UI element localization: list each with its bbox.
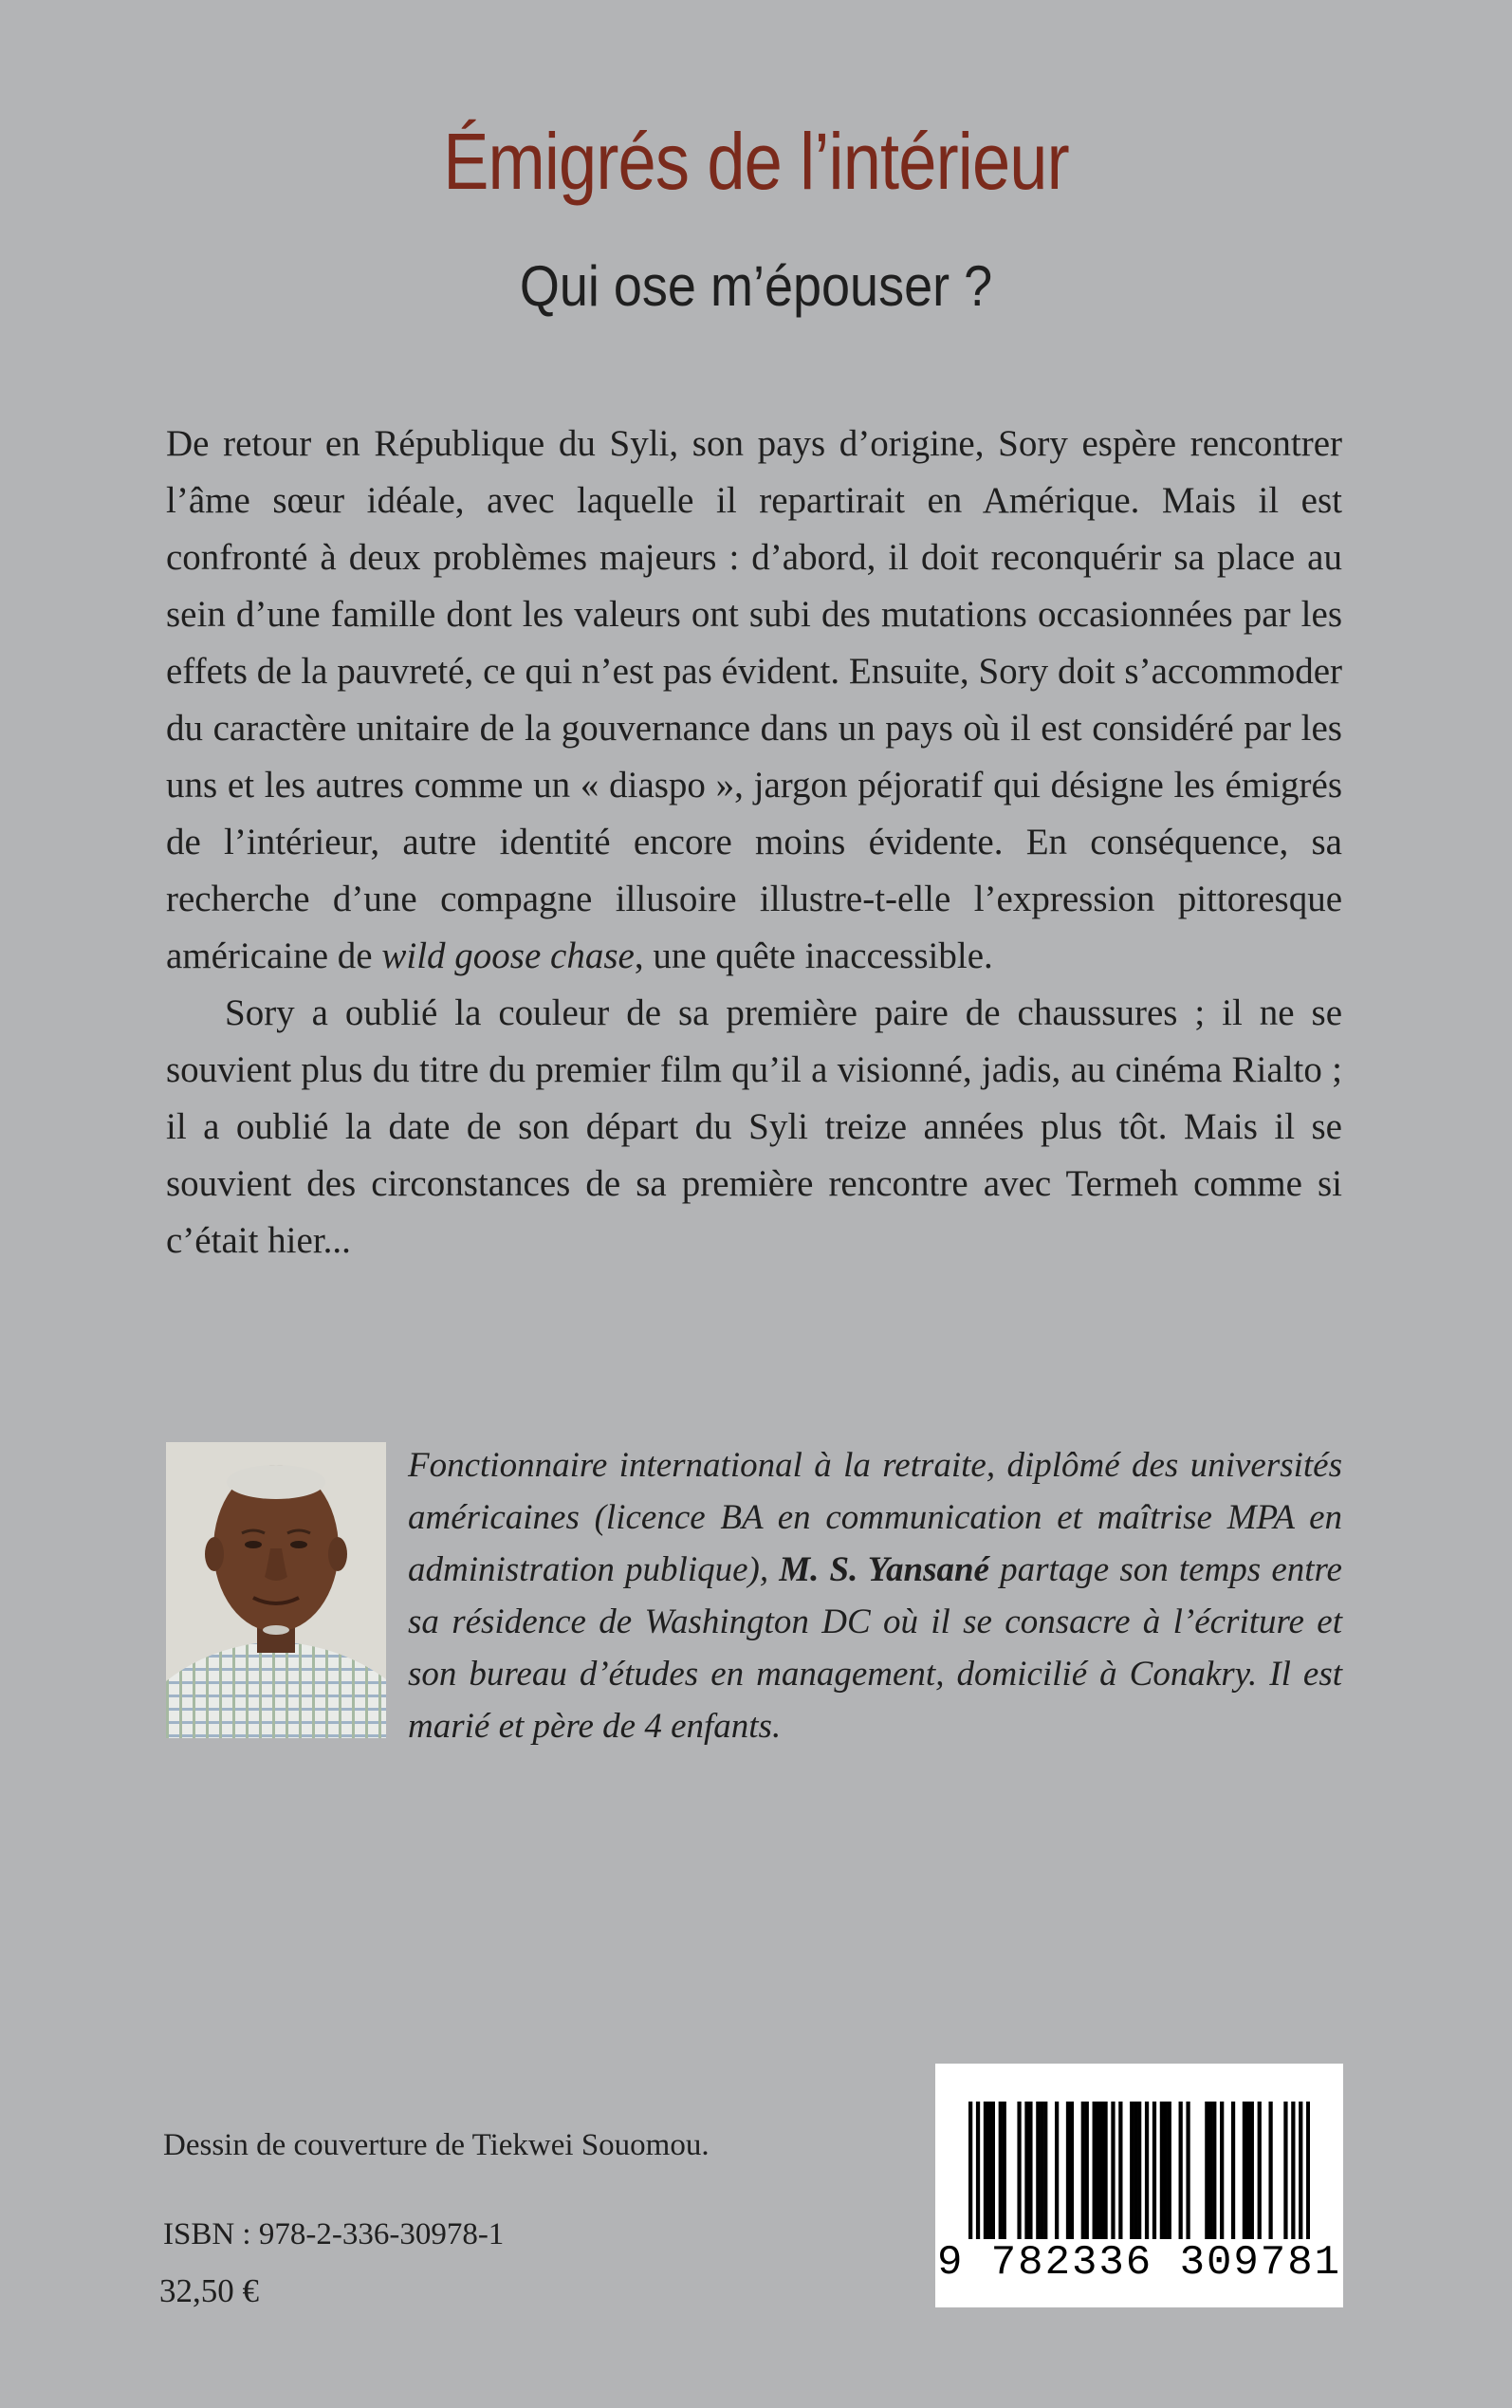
- author-photo: [166, 1442, 386, 1738]
- author-bio-text: Fonctionnaire international à la retraite, diplômé des universités américaines (licence BA en communication et maîtrise MPA en administration publique),: [408, 1446, 1342, 1589]
- author-bio-text-end: partage son temps entre sa résidence de Washington DC où il se consacre à l’écriture et son bureau d’études en management, domicilié à Conakry. Il est marié et père de 4 enfants.: [408, 1550, 1342, 1746]
- barcode-bar: [1243, 2102, 1246, 2239]
- barcode-bar: [1168, 2102, 1171, 2239]
- barcode-bar: [1258, 2102, 1262, 2239]
- barcode: [935, 2064, 1343, 2307]
- barcode-bar: [1036, 2102, 1040, 2239]
- barcode-bar: [1118, 2102, 1122, 2239]
- barcode-bar: [1152, 2102, 1156, 2239]
- barcode-bar: [1003, 2102, 1006, 2239]
- barcode-bar: [1137, 2102, 1141, 2239]
- barcode-bars: [968, 2102, 1310, 2239]
- price: 32,50 €: [159, 2272, 259, 2309]
- barcode-bar: [1205, 2102, 1208, 2239]
- barcode-bar: [968, 2102, 972, 2239]
- barcode-bar: [1099, 2102, 1103, 2239]
- barcode-bar: [1028, 2102, 1032, 2239]
- barcode-bar: [1103, 2102, 1107, 2239]
- book-title: Émigrés de l’intérieur: [443, 117, 1069, 206]
- blurb-paragraph-1-end: , une quête inaccessible.: [634, 935, 993, 976]
- author-bio: [408, 1439, 1342, 1752]
- barcode-bar: [1291, 2102, 1295, 2239]
- barcode-bar: [1164, 2102, 1168, 2239]
- author-portrait-illustration: [166, 1442, 386, 1738]
- barcode-bar: [1066, 2102, 1070, 2239]
- barcode-bar: [1081, 2102, 1085, 2239]
- barcode-bar: [1208, 2102, 1212, 2239]
- barcode-bar: [1220, 2102, 1224, 2239]
- barcode-bar: [1111, 2102, 1115, 2239]
- barcode-bar: [1085, 2102, 1089, 2239]
- barcode-bar: [1186, 2102, 1189, 2239]
- barcode-bar: [1043, 2102, 1047, 2239]
- barcode-bar: [1212, 2102, 1216, 2239]
- barcode-bar: [1055, 2102, 1059, 2239]
- barcode-bar: [987, 2102, 991, 2239]
- barcode-bar: [1268, 2102, 1272, 2239]
- barcode-bar: [1070, 2102, 1074, 2239]
- barcode-bar: [1246, 2102, 1250, 2239]
- barcode-bar: [984, 2102, 987, 2239]
- barcode-bar: [1040, 2102, 1043, 2239]
- barcode-bar: [1097, 2102, 1100, 2239]
- barcode-bar: [1299, 2102, 1302, 2239]
- barcode-bar: [1250, 2102, 1254, 2239]
- blurb-paragraph-2: Sory a oublié la couleur de sa première paire de chaussures ; il ne se souvient plus du titre du premier film qu’il a visionné, jadis, au cinéma Rialto ; il a oublié la date de son départ du Syli treize années plus tôt. Mais il se souvient des circonstances de sa première rencontre avec Termeh comme si c’était hier...: [166, 992, 1342, 1261]
- barcode-bar: [1145, 2102, 1149, 2239]
- back-cover-blurb: [166, 416, 1342, 1269]
- author-name: M. S. Yansané: [779, 1550, 989, 1589]
- barcode-bar: [976, 2102, 980, 2239]
- barcode-bar: [1160, 2102, 1164, 2239]
- barcode-number: 9 782336 309781: [936, 2239, 1342, 2287]
- barcode-bar: [1134, 2102, 1137, 2239]
- barcode-bar: [1283, 2102, 1287, 2239]
- barcode-bar: [999, 2102, 1003, 2239]
- barcode-bar: [1017, 2102, 1021, 2239]
- barcode-bar: [1231, 2102, 1235, 2239]
- blurb-paragraph-1: [166, 416, 1342, 985]
- blurb-paragraph-1-text: De retour en République du Syli, son pays d’origine, Sory espère rencontrer l’âme sœur idéale, avec laquelle il repartirait en Amérique. Mais il est confronté à deux problèmes majeurs : d’abord, il doit reconquérir sa place au sein d’une famille dont les valeurs ont subi des mutations occasionnées par les effets de la pauvreté, ce qui n’est pas évident. Ensuite, Sory doit s’accommoder du caractère unitaire de la gouvernance dans un pays où il est considéré par les uns et les autres comme un « diaspo », jargon péjoratif qui désigne les émigrés de l’intérieur, autre identité encore moins évidente. En conséquence, sa recherche d’une compagne illusoire illustre-t-elle l’expression pittoresque américaine de: [166, 423, 1342, 976]
- book-subtitle: Qui ose m’épouser ?: [519, 254, 993, 318]
- cover-design-credit: Dessin de couverture de Tiekwei Souomou.: [163, 2128, 710, 2162]
- isbn: ISBN : 978-2-336-30978-1: [163, 2217, 505, 2251]
- barcode-bar: [1093, 2102, 1097, 2239]
- barcode-bar: [991, 2102, 995, 2239]
- barcode-bar: [1306, 2102, 1310, 2239]
- barcode-bar: [1130, 2102, 1134, 2239]
- barcode-bar: [1179, 2102, 1183, 2239]
- blurb-italic-phrase: wild goose chase: [381, 935, 635, 976]
- barcode-bar: [1024, 2102, 1028, 2239]
